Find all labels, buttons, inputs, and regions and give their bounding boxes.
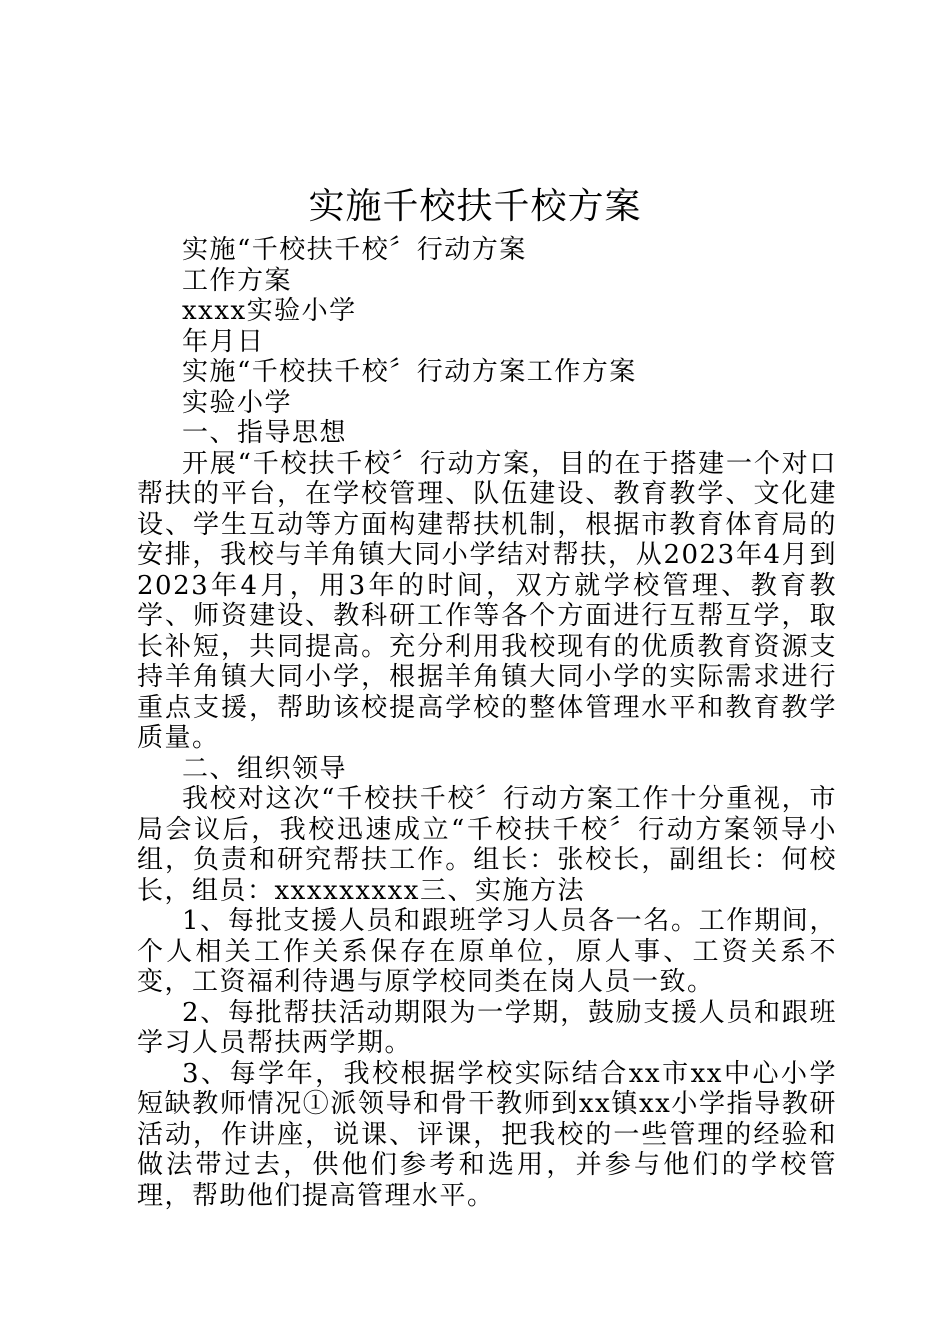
- paragraph-date: 年月日: [182, 326, 265, 357]
- paragraph-subtitle: 实施“千校扶千校〞行动方案工作方案: [182, 357, 637, 387]
- section-heading-guiding-thought: 一、指导思想: [182, 418, 348, 448]
- paragraph-method-1: 1、每批支援人员和跟班学习人员各一名。工作期间，个人相关工作关系保存在原单位，原人事、工资关系不变，工资福利待遇与原学校同类在岗人员一致。: [137, 906, 837, 997]
- document-title: 实施千校扶千校方案: [308, 186, 642, 227]
- paragraph-organization: 我校对这次“千校扶千校〞行动方案工作十分重视，市局会议后，我校迅速成立“千校扶千校〞行动方案领导小组，负责和研究帮扶工作。组长：张校长，副组长：何校长，组员：xxxxxxxxx三、实施方法: [137, 784, 837, 906]
- paragraph-guiding-thought: 开展“千校扶千校〞行动方案，目的在于搭建一个对口帮扶的平台，在学校管理、队伍建设、教育教学、文化建设、学生互动等方面构建帮扶机制，根据市教育体育局的安排，我校与羊角镇大同小学结对帮扶，从2023年4月到2023年4月，用3年的时间，双方就学校管理、教育教学、师资建设、教科研工作等各个方面进行互帮互学，取长补短，共同提高。充分利用我校现有的优质教育资源支持羊角镇大同小学，根据羊角镇大同小学的实际需求进行重点支援，帮助该校提高学校的整体管理水平和教育教学质量。: [137, 448, 837, 753]
- section-heading-organization: 二、组织领导: [182, 753, 348, 784]
- paragraph-school: 实验小学: [182, 387, 293, 418]
- paragraph-method-3: 3、每学年，我校根据学校实际结合xx市xx中心小学短缺教师情况①派领导和骨干教师到xx镇xx小学指导教研活动，作讲座，说课、评课，把我校的一些管理的经验和做法带过去，供他们参考和选用，并参与他们的学校管理，帮助他们提高管理水平。: [137, 1058, 837, 1211]
- paragraph-method-2: 2、每批帮扶活动期限为一学期，鼓励支援人员和跟班学习人员帮扶两学期。: [137, 997, 837, 1058]
- paragraph-work-plan: 工作方案: [182, 265, 293, 296]
- paragraph-school-name: xxxx实验小学: [182, 296, 357, 326]
- document-body: [137, 235, 837, 1211]
- paragraph-heading-plan: 实施“千校扶千校〞行动方案: [182, 235, 527, 265]
